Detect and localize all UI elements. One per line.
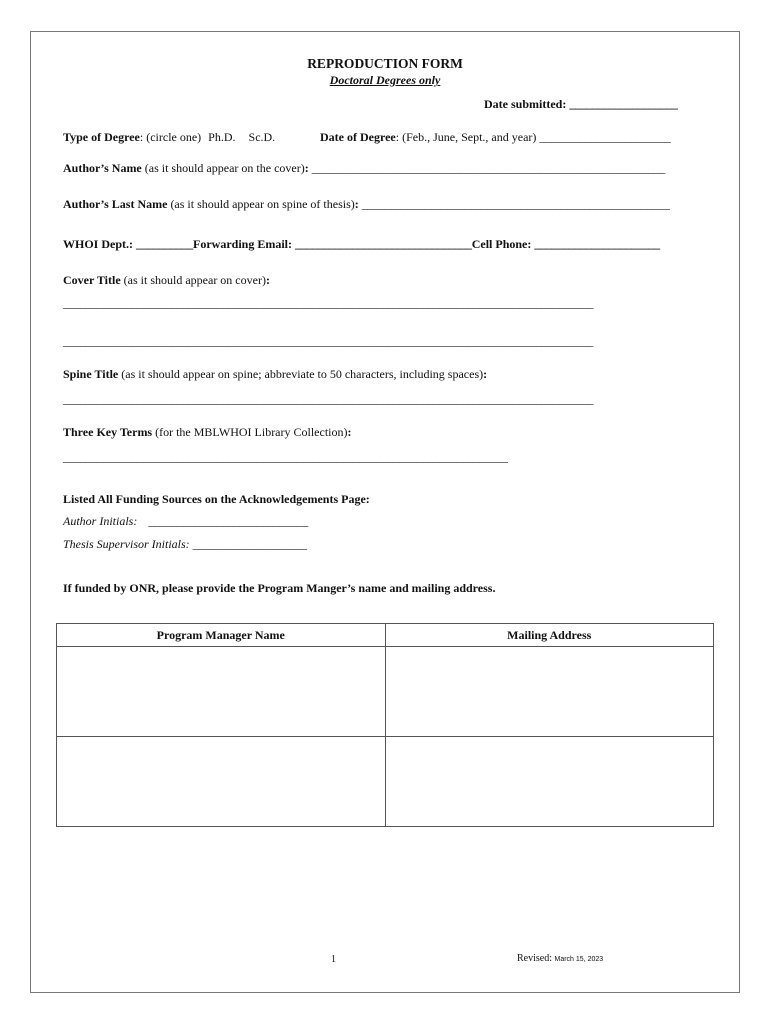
- cover-title-hint: (as it should appear on cover): [123, 273, 266, 287]
- mailing-address-cell[interactable]: [385, 647, 714, 737]
- degree-date-hint: : (Feb., June, Sept., and year): [395, 130, 537, 144]
- table-row: [57, 737, 714, 827]
- author-name-hint: (as it should appear on the cover): [144, 161, 305, 175]
- author-name-label: Author’s Name: [63, 161, 142, 175]
- degree-date-field[interactable]: _______________________: [539, 130, 671, 144]
- whoi-dept-field[interactable]: __________: [136, 237, 194, 251]
- whoi-dept-label: WHOI Dept.:: [63, 237, 133, 251]
- revised-label: Revised:: [517, 953, 552, 964]
- onr-note: If funded by ONR, please provide the Program Manger’s name and mailing address.: [63, 581, 496, 595]
- table-header-row: [57, 624, 714, 647]
- cover-title-label: Cover Title: [63, 273, 121, 287]
- author-last-name-field[interactable]: ______________________________________________________: [361, 197, 670, 211]
- revised-date: March 15, 2023: [554, 956, 604, 963]
- program-manager-table: [56, 623, 714, 827]
- supervisor-initials-field[interactable]: ____________________: [192, 537, 307, 551]
- degree-date-row: [320, 130, 671, 145]
- key-terms-label: Three Key Terms: [63, 425, 153, 439]
- cover-title-colon: :: [265, 273, 270, 287]
- program-manager-name-cell[interactable]: [57, 647, 386, 737]
- forwarding-email-label: Forwarding Email:: [193, 237, 293, 251]
- cell-phone-label: Cell Phone:: [471, 237, 532, 251]
- cell-phone-field[interactable]: ______________________: [534, 237, 660, 251]
- degree-type-row: [63, 130, 275, 145]
- supervisor-initials-label: Thesis Supervisor Initials:: [63, 537, 190, 551]
- mailing-address-cell[interactable]: [385, 737, 714, 827]
- author-initials-field[interactable]: ____________________________: [148, 514, 308, 528]
- revised-note: [517, 953, 603, 964]
- degree-type-label: Type of Degree: [63, 130, 140, 144]
- key-terms-row: [63, 425, 352, 440]
- degree-type-hint: : (circle one): [139, 130, 202, 144]
- form-subtitle: Doctoral Degrees only: [329, 73, 441, 87]
- author-last-name-hint: (as it should appear on spine of thesis): [170, 197, 355, 211]
- author-name-colon: :: [304, 161, 309, 175]
- col-mailing-address: Mailing Address: [385, 624, 714, 647]
- date-submitted-row: [484, 97, 678, 112]
- spine-title-hint: (as it should appear on spine; abbreviate to 50 characters, including spaces): [121, 367, 484, 381]
- spine-title-field[interactable]: _____________________________________________________________________________________________: [63, 392, 594, 406]
- degree-date-label: Date of Degree: [320, 130, 396, 144]
- cover-title-field-1[interactable]: _____________________________________________________________________________________________: [63, 296, 594, 310]
- program-manager-name-cell[interactable]: [57, 737, 386, 827]
- author-name-row: [63, 161, 665, 176]
- key-terms-colon: :: [347, 425, 352, 439]
- date-submitted-field[interactable]: ___________________: [569, 97, 678, 111]
- form-title: REPRODUCTION FORM: [307, 56, 463, 71]
- date-submitted-label: Date submitted:: [484, 97, 567, 111]
- col-program-manager-name: Program Manager Name: [57, 624, 386, 647]
- cover-title-row: [63, 273, 270, 288]
- table-row: [57, 647, 714, 737]
- degree-option-scd[interactable]: Sc.D.: [248, 130, 276, 144]
- supervisor-initials-row: [63, 537, 307, 552]
- author-initials-row: [63, 514, 308, 529]
- spine-title-colon: :: [483, 367, 488, 381]
- spine-title-row: [63, 367, 487, 382]
- author-name-field[interactable]: ______________________________________________________________: [311, 161, 666, 175]
- contact-row: [63, 237, 660, 252]
- page-number: 1: [331, 954, 336, 965]
- cover-title-field-2[interactable]: _____________________________________________________________________________________________: [63, 334, 594, 348]
- degree-option-phd[interactable]: Ph.D.: [208, 130, 236, 144]
- spine-title-label: Spine Title: [63, 367, 119, 381]
- key-terms-field[interactable]: ______________________________________________________________________________: [63, 450, 508, 464]
- key-terms-hint: (for the MBLWHOI Library Collection): [155, 425, 348, 439]
- author-last-name-label: Author’s Last Name: [63, 197, 168, 211]
- author-last-name-row: [63, 197, 670, 212]
- author-last-name-colon: :: [354, 197, 359, 211]
- author-initials-label: Author Initials:: [63, 514, 138, 528]
- funding-heading: Listed All Funding Sources on the Acknowledgements Page:: [63, 492, 370, 506]
- forwarding-email-field[interactable]: _______________________________: [295, 237, 472, 251]
